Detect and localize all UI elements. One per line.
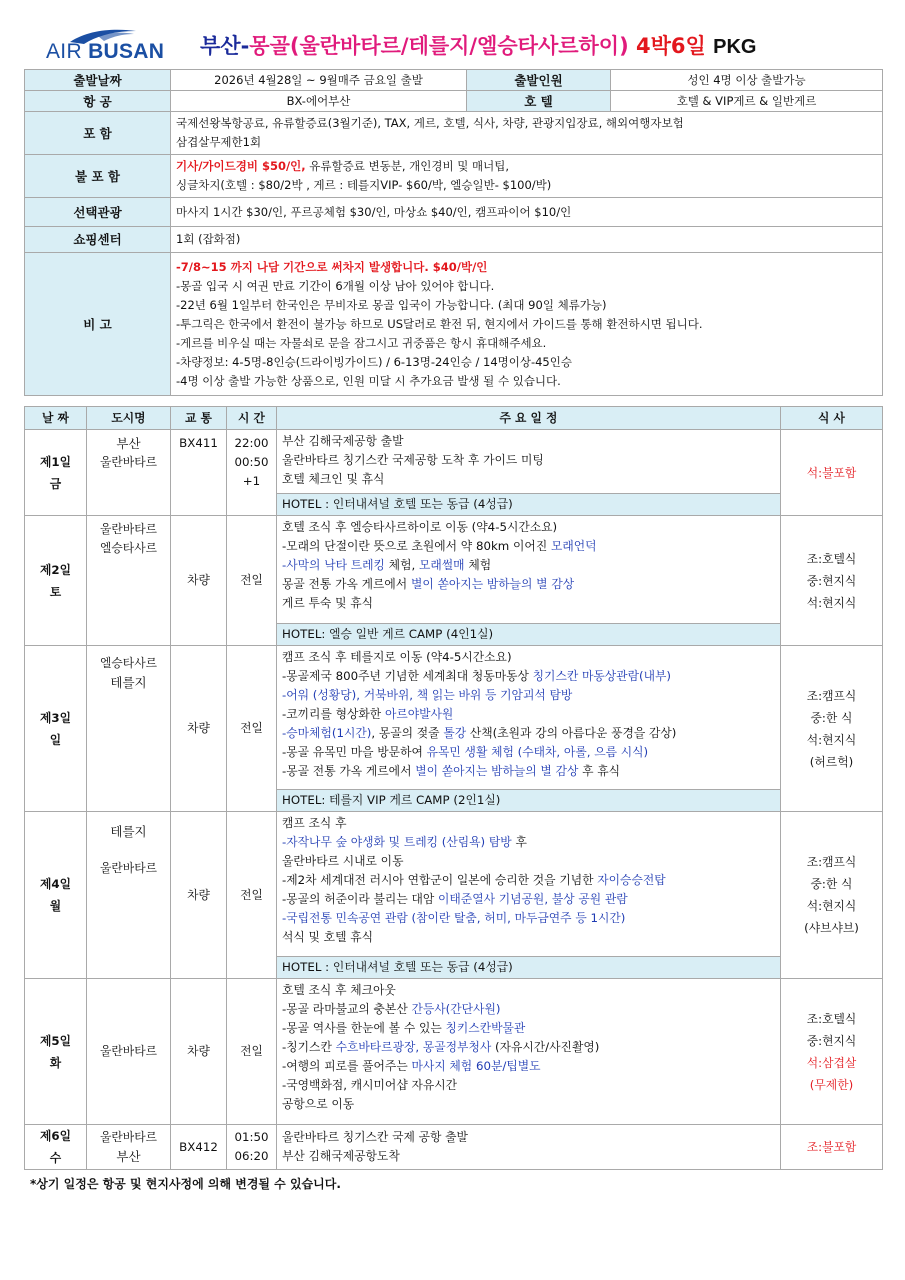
meal-cell: 조:캠프식 중:한 식 석:현지식 (샤브샤브)	[781, 812, 883, 979]
schedule-header-row: 날 짜 도시명 교 통 시 간 주 요 일 정 식 사	[25, 407, 883, 430]
itinerary-cell: 호텔 조식 후 체크아웃 -몽골 라마불교의 충본산 간등사(간단사원) -몽골 역사를 한눈에 볼 수 있는 칭키스칸박물관 -칭기스칸 수흐바타르광장, 몽골정부청사 (자유시간/사진촬영) -여행의 피로를 풀어주는 마사지 체험 60분/팁별도 -국영백화점, 캐시미어샵 자유시간 공항으로 이동	[277, 979, 781, 1125]
city-cell: 울란바타르 부산	[87, 1125, 171, 1170]
day-label: 제3일 일	[25, 646, 87, 812]
itinerary-cell: 캠프 조식 후 -자작나무 숲 야생화 및 트레킹 (산림욕) 탐방 후 울란바타르 시내로 이동 -제2차 세계대전 러시아 연합군이 일본에 승리한 것을 기념한 자이승승전탑 -몽골의 허준이라 불리는 대암 이태준열사 기념공원, 불상 공원 관람 -국립전통 민속공연 관람 (참이란 탈춤, 허미, 마두금연주 등 1시간) 석식 및 호텔 휴식	[277, 812, 781, 957]
departure-date-label: 출발날짜	[25, 70, 171, 91]
info-row-remarks	[25, 253, 883, 396]
optional-label: 선택관광	[25, 198, 171, 227]
transport-cell: 차량	[171, 979, 227, 1125]
meal-cell: 조:캠프식 중:한 식 석:현지식 (허르헉)	[781, 646, 883, 812]
day-row-4	[25, 812, 883, 957]
day-row-6	[25, 1125, 883, 1170]
info-row-include	[25, 112, 883, 155]
hotel-info: HOTEL : 인터내셔널 호텔 또는 동급 (4성급)	[277, 494, 781, 516]
meal-cell: 조:호텔식 중:현지식 석:삼겹살 (무제한)	[781, 979, 883, 1125]
hotel-info: HOTEL: 테를지 VIP 게르 CAMP (2인1실)	[277, 790, 781, 812]
itinerary-cell: 부산 김해국제공항 출발 울란바타르 칭기스칸 국제공항 도착 후 가이드 미팅 호텔 체크인 및 휴식	[277, 430, 781, 494]
meal-cell: 조:호텔식 중:현지식 석:현지식	[781, 516, 883, 646]
footnote: *상기 일정은 항공 및 현지사정에 의해 변경될 수 있습니다.	[30, 1177, 341, 1191]
time-cell: 전일	[227, 646, 277, 812]
logo-text: AIR BUSAN	[46, 40, 165, 63]
hotel-type: 호텔 & VIP게르 & 일반게르	[611, 91, 883, 112]
page-title: 부산-몽골(울란바타르/테를지/엘승타사르하이) 4박6일 PKG	[200, 34, 757, 58]
day-label: 제6일 수	[25, 1125, 87, 1170]
day-label: 제2일 토	[25, 516, 87, 646]
day-label: 제1일 금	[25, 430, 87, 516]
info-row-shopping	[25, 227, 883, 253]
departure-people-label: 출발인원	[467, 70, 611, 91]
remarks-label: 비 고	[25, 253, 171, 396]
hotel-info: HOTEL : 인터내셔널 호텔 또는 동급 (4성급)	[277, 957, 781, 979]
transport-cell: BX412	[171, 1125, 227, 1170]
info-row-airline	[25, 91, 883, 112]
include-content: 국제선왕복항공료, 유류할증료(3월기준), TAX, 게르, 호텔, 식사, 차량, 관광지입장료, 해외여행자보험 삼겹살무제한1회	[171, 112, 883, 155]
meal-cell: 석:불포함	[781, 430, 883, 516]
info-row-optional	[25, 198, 883, 227]
include-label: 포 함	[25, 112, 171, 155]
transport-cell: BX411	[171, 430, 227, 516]
time-cell: 전일	[227, 979, 277, 1125]
transport-cell: 차량	[171, 646, 227, 812]
airline: BX-에어부산	[171, 91, 467, 112]
day-row-3	[25, 646, 883, 790]
optional-content: 마사지 1시간 $30/인, 푸르공체험 $30/인, 마상쇼 $40/인, 캠프파이어 $10/인	[171, 198, 883, 227]
day-label: 제4일 월	[25, 812, 87, 979]
time-cell: 전일	[227, 812, 277, 979]
itinerary-cell: 호텔 조식 후 엘승타사르하이로 이동 (약4-5시간소요) -모래의 단절이란 뜻으로 초원에서 약 80km 이어진 모래언덕 -사막의 낙타 트레킹 체험, 모래썰매 체험 몽골 전통 가옥 게르에서 별이 쏟아지는 밤하늘의 별 감상 게르 투숙 및 휴식	[277, 516, 781, 624]
time-cell: 22:00 00:50 +1	[227, 430, 277, 516]
transport-cell: 차량	[171, 812, 227, 979]
airline-label: 항 공	[25, 91, 171, 112]
remarks-content: -7/8~15 까지 나담 기간으로 써차지 발생합니다. $40/박/인 -몽골 입국 시 여권 만료 기간이 6개월 이상 남아 있어야 합니다. -22년 6월 1일부터 한국인은 무비자로 몽골 입국이 가능합니다. (최대 90일 체류가능) -투그릭은 한국에서 환전이 불가능 하므로 US달러로 환전 뒤, 현지에서 가이드를 통해 환전하시면 됩니다. -게르를 비우실 때는 자물쇠로 문을 잠그시고 귀중품은 항시 휴대해주세요. -차량정보: 4-5명-8인승(드라이빙가이드) / 6-13명-24인승 / 14명이상-45인승 -4명 이상 출발 가능한 상품으로, 인원 미달 시 추가요금 발생 될 수 있습니다.	[171, 253, 883, 396]
day-row-1	[25, 430, 883, 494]
transport-cell: 차량	[171, 516, 227, 646]
time-cell: 01:50 06:20	[227, 1125, 277, 1170]
time-cell: 전일	[227, 516, 277, 646]
city-cell: 울란바타르 엘승타사르	[87, 516, 171, 646]
day-row-5	[25, 979, 883, 1125]
city-cell: 테를지 울란바타르	[87, 812, 171, 979]
city-cell: 울란바타르	[87, 979, 171, 1125]
air-busan-logo	[46, 26, 165, 66]
hotel-label: 호 텔	[467, 91, 611, 112]
departure-date: 2026년 4월28일 ~ 9월매주 금요일 출발	[171, 70, 467, 91]
shopping-label: 쇼핑센터	[25, 227, 171, 253]
info-row-departure	[25, 70, 883, 91]
day-row-2	[25, 516, 883, 624]
meal-cell: 조:불포함	[781, 1125, 883, 1170]
shopping-content: 1회 (잡화점)	[171, 227, 883, 253]
hotel-info: HOTEL: 엘승 일반 게르 CAMP (4인1실)	[277, 624, 781, 646]
info-row-exclude	[25, 155, 883, 198]
exclude-label: 불 포 함	[25, 155, 171, 198]
day-label: 제5일 화	[25, 979, 87, 1125]
info-table	[24, 69, 883, 396]
city-cell: 부산 울란바타르	[87, 430, 171, 516]
exclude-content: 기사/가이드경비 $50/인, 유류할증료 변동분, 개인경비 및 매너팁, 싱글차지(호텔 : $80/2박 , 게르 : 테를지VIP- $60/박, 엘승일반- $100/박)	[171, 155, 883, 198]
city-cell: 엘승타사르 테를지	[87, 646, 171, 812]
departure-people: 성인 4명 이상 출발가능	[611, 70, 883, 91]
schedule-table	[24, 406, 883, 1170]
itinerary-cell: 울란바타르 칭기스칸 국제 공항 출발 부산 김해국제공항도착	[277, 1125, 781, 1170]
itinerary-cell: 캠프 조식 후 테를지로 이동 (약4-5시간소요) -몽골제국 800주년 기념한 세계최대 청동마동상 칭기스칸 마동상관람(내부) -어워 (성황당), 거북바위, 책 읽는 바위 등 기암괴석 탐방 -코끼리를 형상화한 아르야발사원 -승마체험(1시간), 몽골의 젖줄 톨강 산책(초원과 강의 아름다운 풍경을 감상) -몽골 유목민 마을 방문하여 유목민 생활 체험 (수태차, 아롤, 으름 시식) -몽골 전통 가옥 게르에서 별이 쏟아지는 밤하늘의 별 감상 후 휴식	[277, 646, 781, 790]
